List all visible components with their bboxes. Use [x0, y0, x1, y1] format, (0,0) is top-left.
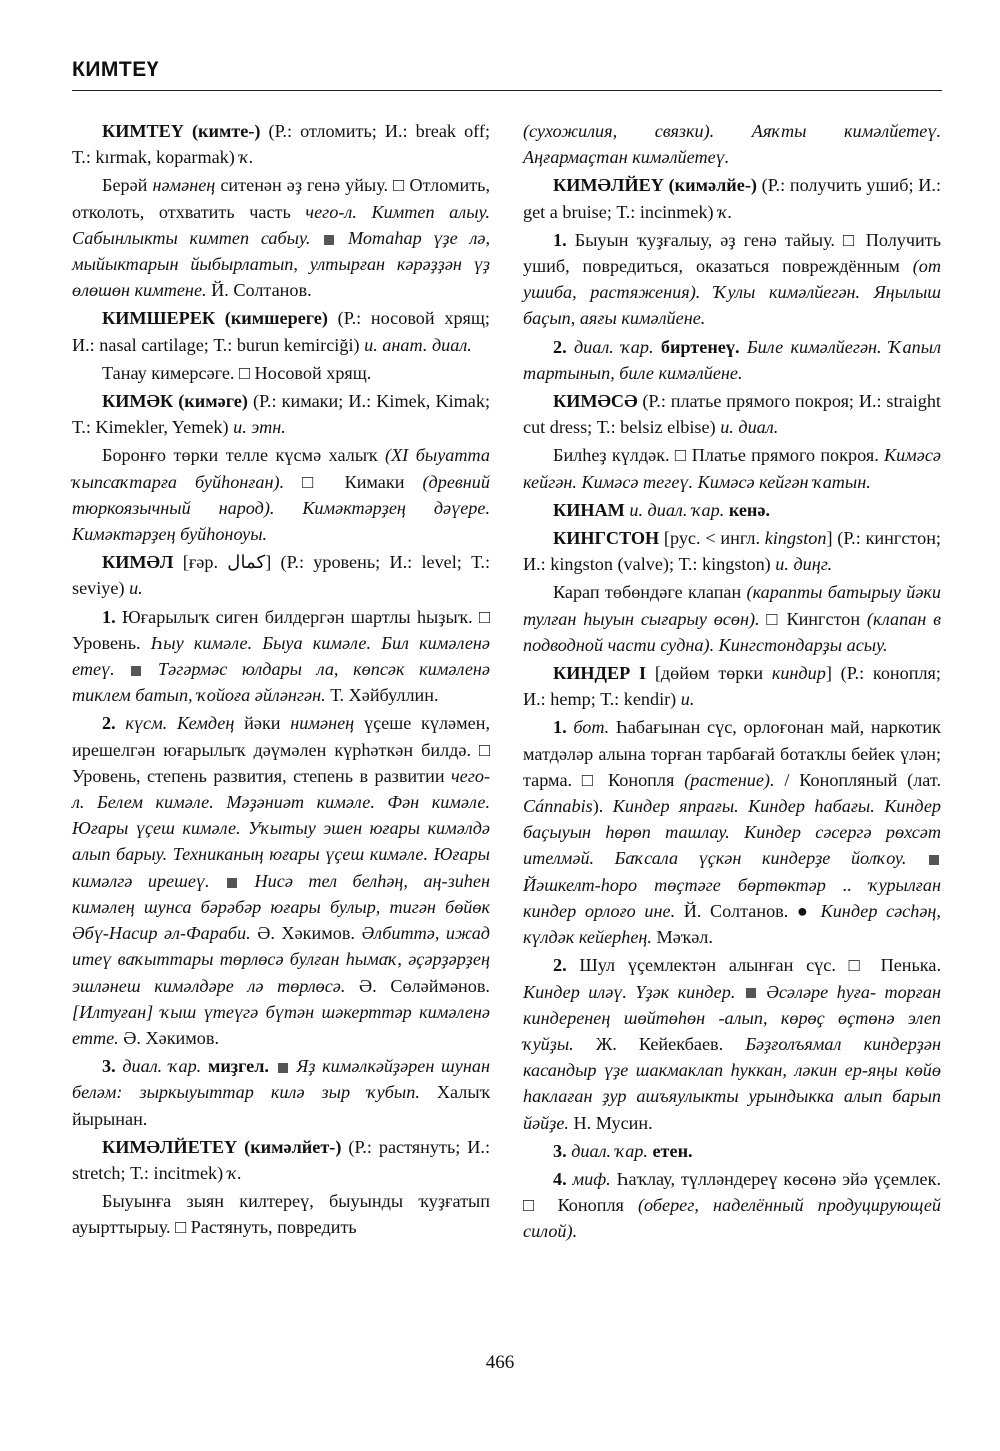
italic-text: Мотаһар үҙе лә, мыйыктарын йыбырлатып, ултырған кәрәҙҙән үҙ өлөшөн кимтене. — [72, 227, 490, 301]
right-column — [523, 118, 941, 1247]
entry-paragraph — [523, 952, 941, 1135]
italic-text: ҡ. — [227, 1162, 242, 1183]
entry-text: үҫеше күләмен, ирешелгән юғарылыҡ дәүмәлен күрһәткән билдә. □ Уровень, степень развития, степень в развитии — [72, 713, 490, 786]
headword: 3. — [102, 1056, 116, 1077]
italic-text: Кимәсә кейгән. Кимәсә тегеү. Кимәсә кейгән ҡатын. — [523, 445, 941, 492]
entry-text: Й. Солтанов. — [206, 280, 312, 301]
headword: 4. — [553, 1168, 567, 1189]
headword: КИМӘСӘ — [553, 391, 638, 412]
italic-text: (древний тюркоязычный народ). Кимәктәрҙең дәүере. Кимәктәрҙең буйһоноуы. — [72, 471, 490, 545]
headword: 2. — [102, 713, 116, 734]
entry-paragraph — [72, 442, 490, 547]
italic-text: диал. ҡар. — [571, 1140, 648, 1161]
italic-text: (XI быуатта ҡыпсаҡтарға буйһонған). — [72, 445, 490, 492]
italic-text: диал. ҡар. — [573, 336, 654, 357]
headword: 2. — [553, 955, 567, 976]
entry-text: ] (Р.: кингстон; И.: kingston (valve); Т.: kingston) — [523, 528, 941, 575]
italic-text: ҡ. — [239, 147, 254, 168]
entry-text: □ Кингстон — [759, 608, 867, 629]
italic-text: (клапан в подводной части судна). Кингстондарҙы асыу. — [523, 608, 942, 655]
italic-text: и. — [680, 689, 695, 710]
entry-text — [116, 713, 126, 733]
entry-text: Н. Мусин. — [568, 1112, 653, 1133]
italic-text: (сухожилия, связки). Аяҡты кимәлйетеү. Аңғармаҫтан кимәлйетеү. — [523, 121, 941, 168]
entry-paragraph — [72, 1188, 490, 1240]
headword: КИМӘК (кимәге) — [102, 391, 248, 412]
italic-text: бот. — [573, 717, 610, 738]
entry-paragraph — [72, 118, 490, 170]
italic-text: чего-л. Кимтеп алыу. Сабынлыкты кимтеп сабыу. — [72, 201, 490, 248]
entry-paragraph — [523, 172, 941, 224]
entry-text: ). — [592, 796, 613, 817]
headword: КИМШЕРЕК (кимшереге) — [102, 308, 328, 329]
entry-text — [201, 1056, 208, 1076]
entry-text: Й. Солтанов. ● — [675, 900, 821, 921]
entry-paragraph — [72, 1134, 490, 1186]
entry-text: Быуын ҡуҙғалыу, әҙ генә тайыу. □ Получить ушиб, повредиться, оказаться повреждённым — [523, 229, 941, 277]
headword: 2. — [553, 336, 567, 357]
entry-text: (Р.: платье прямого покроя; И.: straight cut dress; Т.: belsiz elbise) — [523, 391, 941, 438]
italic-text: чего-л. Белем кимәле. Мәҙәниәт кимәле. Фән кимәле. Юғары үҫеш кимәле. Уҡытыу эшен юғары кимәлдә алып барыу. Техниканың юғары үҫеш кимәле. Юғары кимәлгә ирешеү. — [72, 765, 490, 891]
headword: КИМӘЛЙЕТЕҮ (кимәлйет-) — [102, 1136, 342, 1157]
italic-text: и. диал. — [720, 417, 779, 438]
italic-text: Нисә тел белһәң, аң-зиһен кимәлең шунса бәрәбәр юғары булыр, тигән бөйөк Әбү-Насир әл-Фараби. — [72, 870, 490, 944]
entry-text: Мәҡәл. — [651, 927, 713, 948]
example-marker-icon — [131, 666, 141, 676]
entry-text: Боронғо төрки телле күсмә халыҡ — [102, 445, 386, 466]
italic-text: Һыу кимәле. Быуа кимәле. Бил кимәленә етеү. — [72, 632, 490, 680]
entry-paragraph — [72, 388, 490, 440]
entry-text: Берәй — [102, 175, 153, 196]
example-marker-icon — [227, 878, 237, 888]
entry-paragraph — [523, 579, 941, 658]
left-column — [72, 118, 490, 1243]
entry-paragraph — [523, 497, 941, 523]
entry-paragraph — [523, 118, 941, 170]
italic-text: (оберег, наделённый продуцирующей силой). — [523, 1195, 941, 1242]
headword: етен. — [652, 1140, 693, 1161]
entry-text: Шул үҫемлектән алынған сүс. □ Пенька. — [566, 955, 941, 976]
example-marker-icon — [278, 1063, 288, 1073]
entry-text: ] (Р.: конопля; И.: hemp; Т.: kendir) — [523, 663, 941, 710]
italic-text: Бәҙғолъямал киндерҙән касандыр үҙе шакмаклап һуккан, ләкин ер-яңы көйө һаклаған ҙур ашъяулыкты урындыкка алып барып йәйҙе. — [523, 1033, 941, 1133]
headword: КИМӘЛЙЕҮ (кимәлйе-) — [553, 175, 757, 196]
headword: КИНАМ — [553, 499, 625, 520]
entry-text: [рус. < ингл. — [659, 528, 765, 549]
italic-text: и. анат. диал. — [364, 334, 472, 355]
italic-text: (растение). — [684, 769, 775, 790]
headword: 1. — [553, 229, 567, 250]
example-marker-icon — [929, 855, 939, 865]
entry-paragraph — [523, 227, 941, 332]
italic-text: Cánnabis — [523, 796, 593, 817]
entry-text: Юғарылыҡ сиген билдергән шартлы һыҙыҡ. □ Уровень. — [72, 606, 490, 653]
entry-text: ситенән әҙ генә уйыу. □ Отломить, отколоть, отхватить часть — [72, 175, 490, 222]
entry-text: / Конопляный (лат. — [774, 769, 942, 790]
headword: кенә. — [728, 499, 771, 520]
italic-text: нимәнең — [290, 713, 355, 734]
entry-text: Быуынға зыян килтереү, быуынды ҡуҙғатып ауырттырыу. □ Растянуть, повредить — [72, 1191, 490, 1238]
entry-paragraph — [72, 710, 490, 1051]
italic-text: (от ушиба, растяжения). Ҡулы кимәлйегән. Яңылыш баҫып, аяғы кимәлйене. — [523, 256, 941, 329]
italic-text: Киндер иләү. Үҙәк киндер. — [523, 981, 744, 1002]
entry-paragraph — [523, 442, 941, 494]
entry-paragraph — [523, 1166, 941, 1245]
italic-text: и. диал. ҡар. — [629, 499, 725, 520]
italic-text: Йәшкелт-һоро төҫтәге бөртөктәр .. ҡурылған киндер орлоғо ине. — [523, 874, 941, 921]
entry-text: Һабағынан сүс, орлоғонан май, наркотик матдәләр алына торған тарбағай ботаҡлы бейек үлән; тарма. □ Конопля — [523, 717, 941, 790]
example-marker-icon — [746, 988, 756, 998]
headword: 3. — [553, 1140, 567, 1161]
italic-text: Әсәләре һуға- торған киндеренең шөйтөһөн -алып, көрөҫ өҫтөнә элеп ҡуйҙы. — [523, 981, 941, 1054]
headword: КИНДЕР I — [553, 663, 647, 684]
italic-text: ҡ. — [718, 201, 733, 222]
entry-text: (Р.: носовой хрящ; И.: nasal cartilage; Т.: burun kemirciği) — [72, 308, 490, 355]
entry-text: Ж. Кейекбаев. — [573, 1033, 746, 1054]
entry-text: йәки — [234, 713, 291, 734]
entry-paragraph — [523, 660, 941, 712]
italic-text: Тәгәрмәс юлдары ла, көпсәк кимәленә тиклем батып, ҡойоға әйләнгән. — [72, 659, 490, 706]
italic-text: Әлбиттә, ижад итеү ваҡыттары төрлөсә булған һымаҡ, әҫәрҙәрҙең эшләнеш кимәлдәре лә төрлөсә. — [72, 923, 490, 996]
running-head: КИМТЕҮ — [72, 58, 159, 81]
entry-paragraph — [523, 714, 941, 950]
entry-text: Т. Хәйбуллин. — [325, 685, 439, 706]
entry-paragraph — [523, 1138, 941, 1164]
entry-text: [ғәр. كمال] (Р.: уровень; И.: level; Т.: seviye) — [72, 552, 490, 599]
entry-text: (Р.: отломить; И.: break off; Т.: kırmak, koparmak) — [72, 121, 491, 168]
headword: КИМӘЛ — [102, 552, 174, 573]
entry-paragraph — [523, 388, 941, 440]
header-rule — [72, 90, 942, 91]
entry-text — [654, 337, 661, 357]
entry-paragraph — [72, 360, 490, 386]
entry-text: Һаҡлау, түлләндереү көсөнә эйә үҫемлек. □ Конопля — [523, 1168, 941, 1216]
entry-text: Халыҡ йырынан. — [72, 1082, 491, 1129]
headword: КИМТЕҮ (кимте-) — [102, 121, 261, 141]
italic-text: миф. — [572, 1168, 611, 1189]
entry-text: [дөйөм төрки — [646, 663, 772, 684]
entry-text — [740, 337, 747, 357]
italic-text: Биле кимәлйегән. Ҡапыл тартынып, биле кимәлйене. — [523, 336, 941, 383]
entry-paragraph — [72, 305, 490, 357]
entry-paragraph — [523, 334, 941, 386]
entry-text: Билһеҙ күлдәк. □ Платье прямого покроя. — [553, 445, 884, 466]
entry-text — [567, 337, 574, 357]
entry-text: (Р.: получить ушиб; И.: get a bruise; Т.: incinmek) — [523, 175, 942, 222]
italic-text: и. диңг. — [775, 554, 833, 575]
italic-text: и. — [129, 578, 143, 599]
entry-paragraph — [72, 549, 490, 601]
headword: КИНГСТОН — [553, 528, 660, 549]
entry-text: □ Кимаки — [284, 471, 423, 492]
italic-text: kingston — [764, 528, 827, 549]
entry-text: (Р.: растянуть; И.: stretch; Т.: incitmek) — [72, 1136, 490, 1183]
italic-text: и. этн. — [233, 417, 286, 438]
italic-text: диал. ҡар. — [122, 1056, 202, 1077]
entry-paragraph — [72, 604, 490, 709]
headword: 1. — [553, 717, 567, 738]
entry-text: Танау кимерсәге. □ Носовой хрящ. — [102, 362, 372, 383]
entry-paragraph — [523, 525, 941, 577]
entry-text: (Р.: кимаки; И.: Kimek, Kimak; Т.: Kimekler, Yemek) — [72, 391, 491, 438]
italic-text: киндир — [771, 663, 826, 684]
headword: биртенеү. — [660, 336, 740, 357]
italic-text: Киндер сәсһәң, күлдәк кейерһең. — [523, 900, 941, 948]
entry-text — [269, 1056, 276, 1076]
headword: 1. — [102, 606, 116, 627]
page-number: 466 — [485, 1352, 515, 1373]
italic-text: нәмәнең — [152, 175, 216, 196]
example-marker-icon — [324, 235, 334, 245]
headword: миҙгел. — [207, 1056, 269, 1077]
entry-text: Ә. Сөләймәнов. — [345, 975, 490, 996]
entry-text: Карап төбөндәге клапан — [553, 582, 747, 603]
entry-paragraph — [72, 172, 490, 303]
italic-text: Киндер япрағы. Киндер һабағы. Киндер баҫыуын һөрөп ташлау. Киндер сәсергә рөхсәт ителмәй. Баҡсала үҫкән киндерҙе йолҡоу. — [523, 796, 942, 869]
entry-paragraph — [72, 1053, 490, 1132]
italic-text: Яҙ кимәлкәйҙәрен шунан беләм: зыркыуыттар килә зыр ҡубып. — [72, 1056, 490, 1103]
italic-text: күсм. Кемдең — [125, 713, 235, 734]
italic-text: (карапты батырыу йәки тулған һыуын сығарыу өсөн). — [523, 582, 941, 629]
entry-text: Ә. Хәкимов. — [250, 923, 362, 944]
entry-text: Ә. Хәкимов. — [118, 1027, 220, 1048]
italic-text: [Илтуған] ҡыш үтеүгә бүтән шәкерттәр кимәленә етте. — [72, 1001, 490, 1048]
